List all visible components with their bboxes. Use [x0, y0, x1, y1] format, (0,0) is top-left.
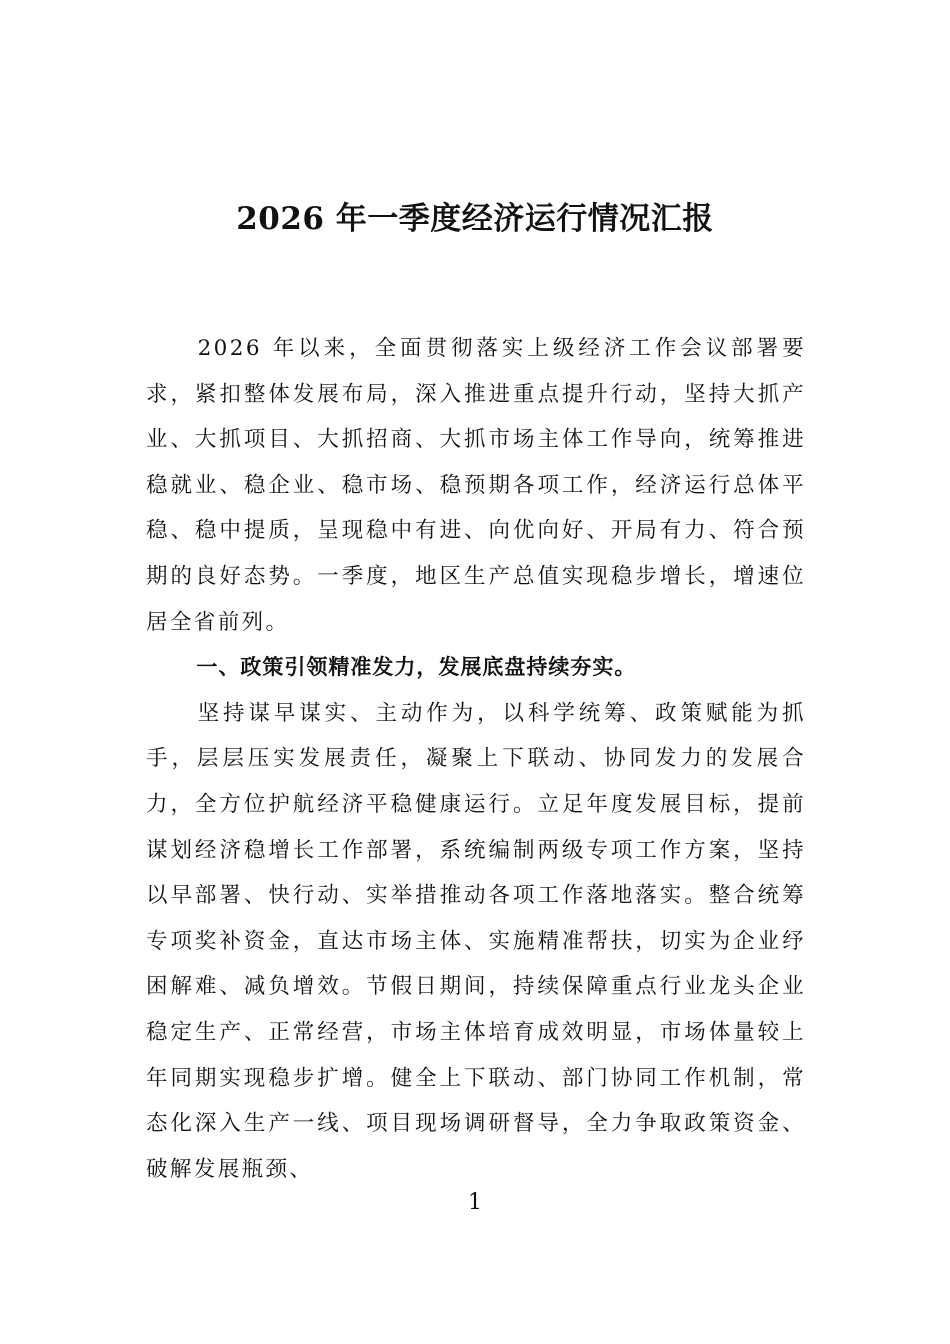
page-number: 1: [468, 1190, 482, 1215]
section-heading: 一、政策引领精准发力，发展底盘持续夯实。: [196, 655, 637, 680]
section-paragraph: 坚持谋早谋实、主动作为，以科学统筹、政策赋能为抓手，层层压实发展责任，凝聚上下联动、协同发力的发展合力，全方位护航经济平稳健康运行。立足年度发展目标，提前谋划经济稳增长工作部署，系统编制两级专项工作方案，坚持以早部署、快行动、实举措推动各项工作落地落实。整合统筹专项奖补资金，直达市场主体、实施精准帮扶，切实为企业纾困解难、减负增效。节假日期间，持续保障重点行业龙头企业稳定生产、正常经营，市场主体培育成效明显，市场体量较上年同期实现稳步扩增。健全上下联动、部门协同工作机制，常态化深入生产一线、项目现场调研督导，全力争取政策资金、破解发展瓶颈、: [146, 700, 806, 1182]
document-title: 2026 年一季度经济运行情况汇报: [236, 201, 714, 237]
intro-paragraph: 2026 年以来，全面贯彻落实上级经济工作会议部署要求，紧扣整体发展布局，深入推进重点提升行动，坚持大抓产业、大抓项目、大抓招商、大抓市场主体工作导向，统筹推进稳就业、稳企业、稳市场、稳预期各项工作，经济运行总体平稳、稳中提质，呈现稳中有进、向优向好、开局有力、符合预期的良好态势。一季度，地区生产总值实现稳步增长，增速位居全省前列。: [146, 336, 806, 635]
document-body: [146, 326, 806, 1192]
